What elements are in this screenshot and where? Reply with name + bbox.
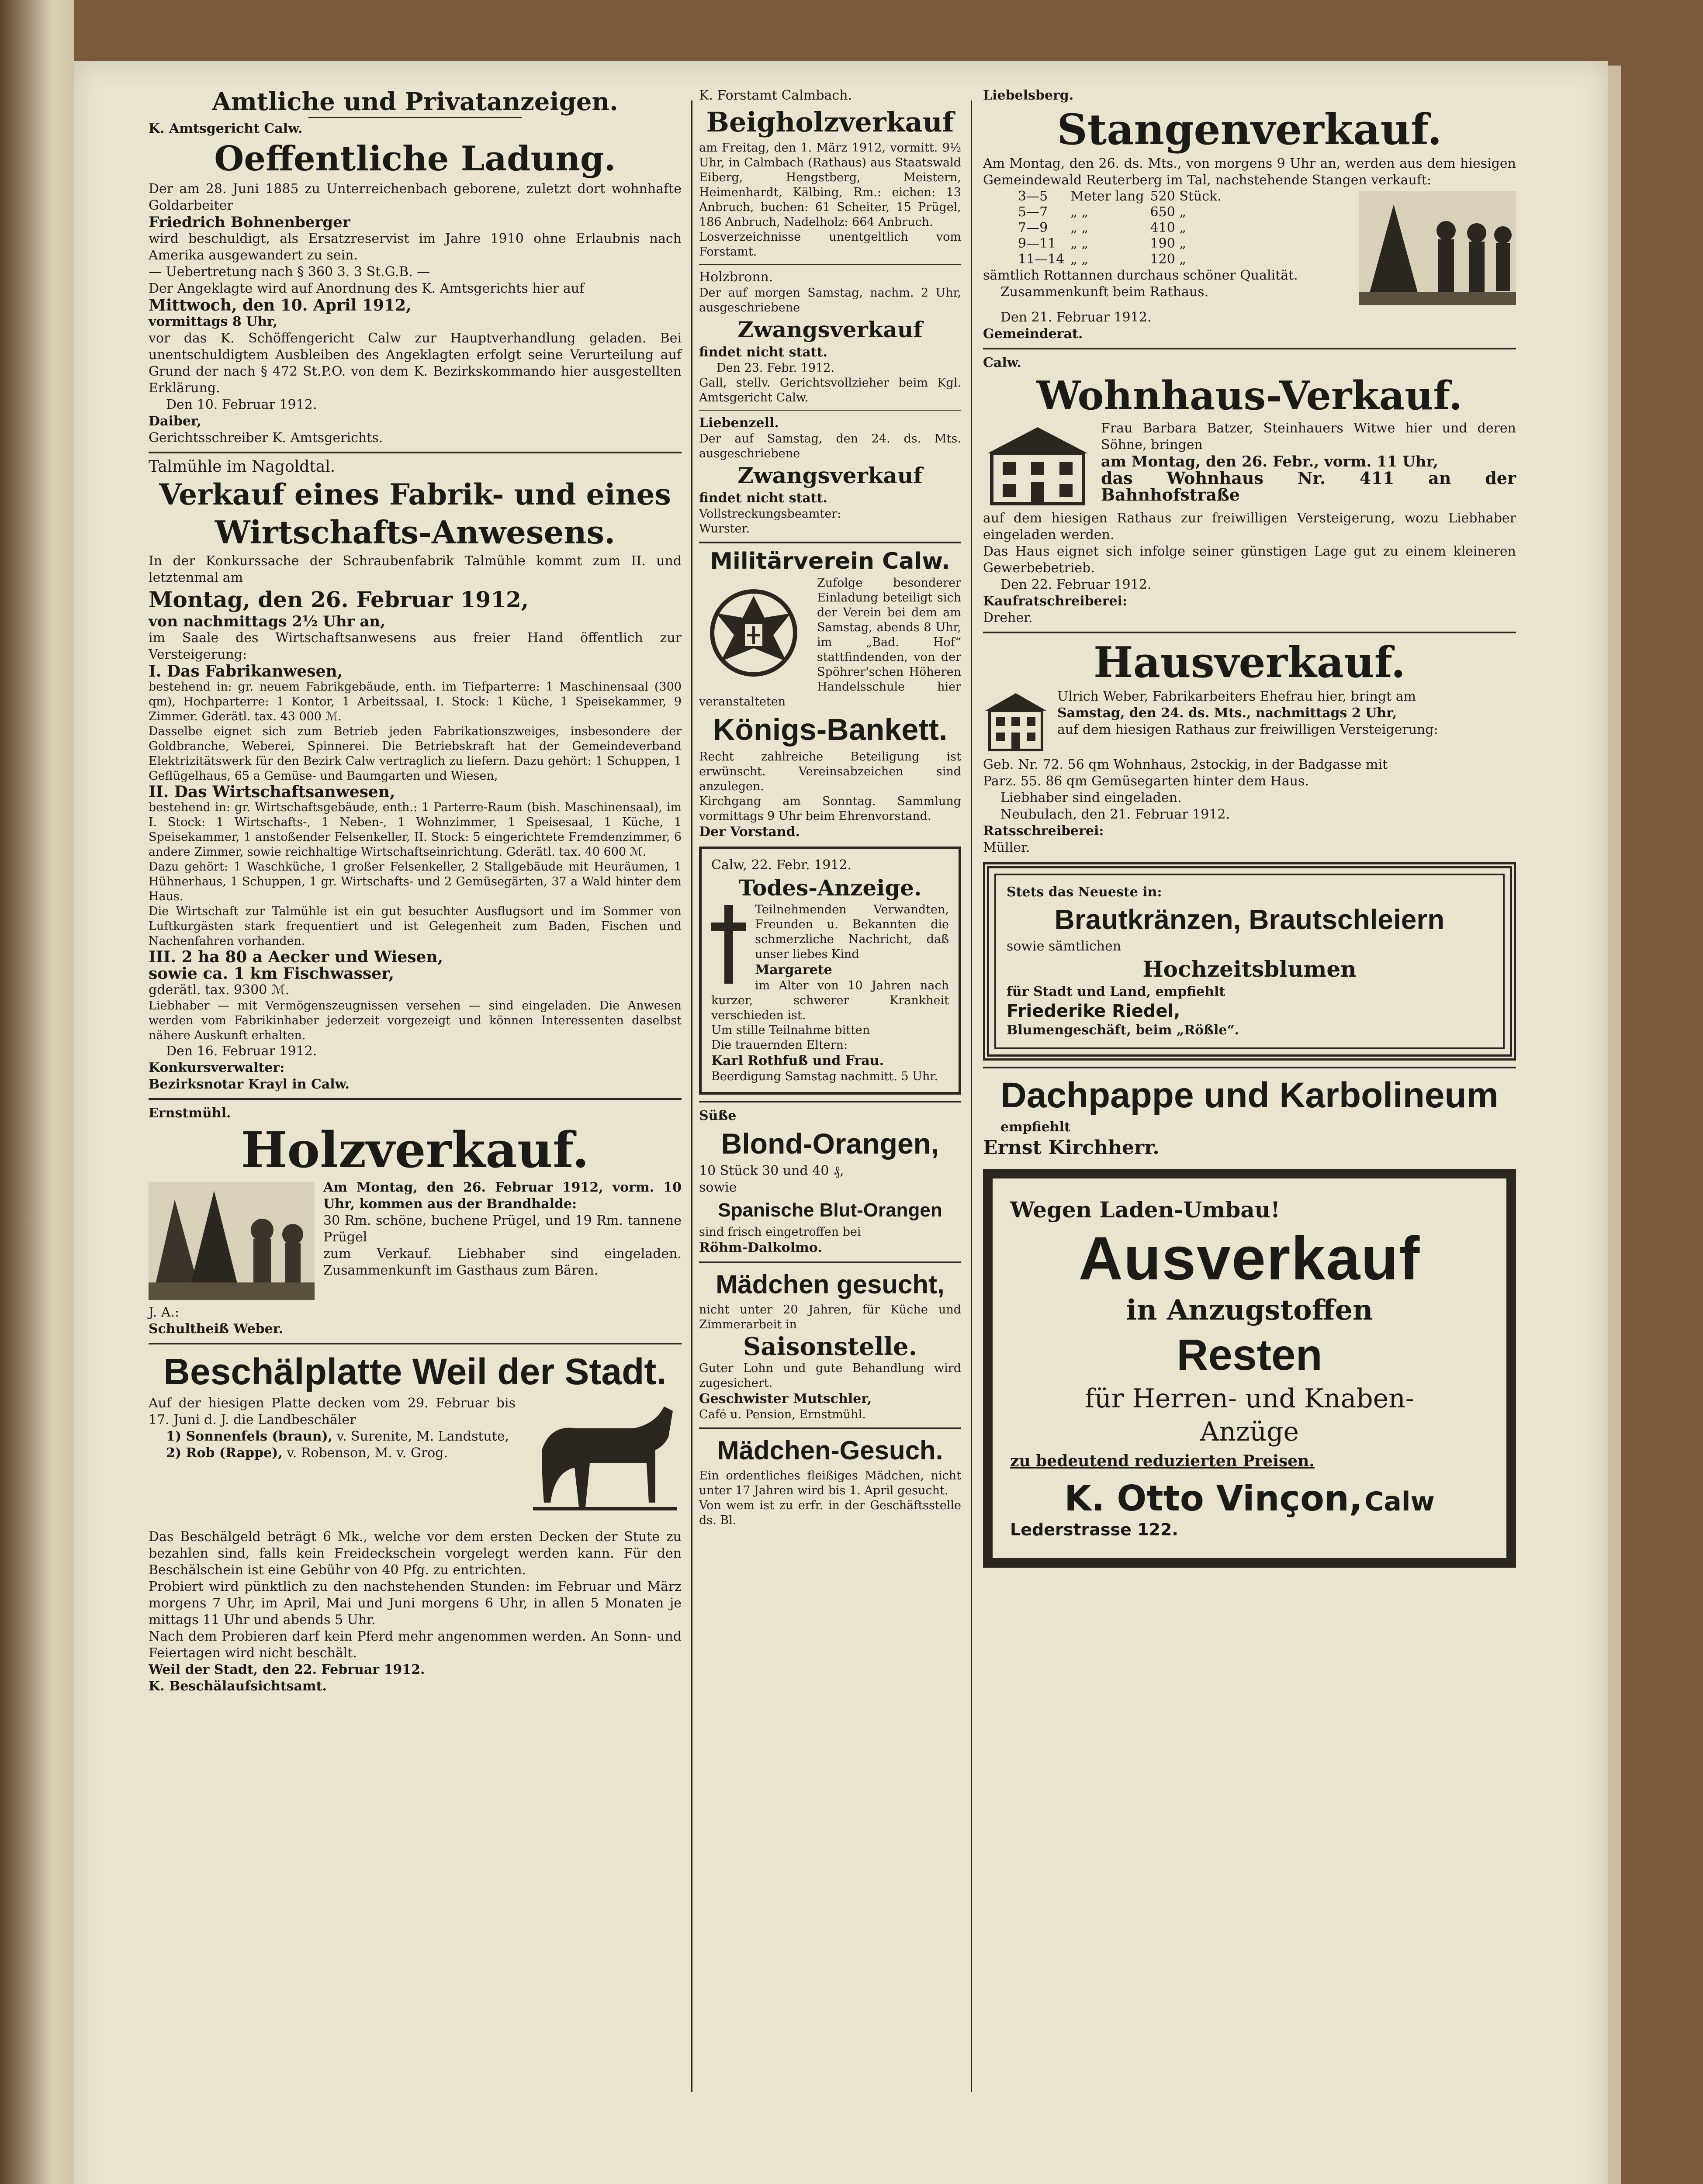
stallion-name: 1) Sonnenfels (braun), (166, 1429, 333, 1444)
poles-cell: 520 Stück. (1150, 189, 1222, 204)
signature: Vollstreckungsbeamter: (699, 507, 841, 521)
dateline: Den 16. Februar 1912. (166, 1044, 317, 1059)
section-heading: III. 2 ha 80 a Aecker und Wiesen, (149, 948, 443, 966)
ad-text: Nach dem Probieren darf kein Pferd mehr angenommen werden. An Sonn- und Feiertagen wird nicht beschält. (149, 1629, 682, 1661)
ad-text: Ulrich Weber, Fabrikarbeiters Ehefrau hier, bringt am (1057, 689, 1416, 704)
column-3 (983, 87, 1516, 1576)
parcel-line: Parz. 55. 86 qm Gemüsegarten hinter dem Haus. (983, 774, 1309, 789)
ad-text: sowie sämtlichen (1007, 939, 1121, 954)
ad-wohnhaus-verkauf (983, 355, 1516, 626)
ad-title: Hausverkauf. (1094, 638, 1405, 687)
section-header: Amtliche und Privatanzeigen. (212, 87, 618, 116)
ad-text: Der Angeklagte wird auf Anordnung des K. Amtsgerichts hier auf (149, 281, 585, 296)
ad-text: bestehend in: gr. Wirtschaftsgebäude, enth.: 1 Parterre-Raum (bish. Maschinensaal), im I. Stock: 1 Wirtschafts-, 1 Neben-, 1 Wohnzimmer, 1 Speisesaal, 1 Küche, 1 Speisekammer, 1 anstoßender Felsenkeller, II. Stock: 5 eingerichtete Fremdenzimmer, 6 andere Zimmer, sowie reichhaltige Wirtschaftseinrichtung. Gderätl. tax. 40 600 ℳ. (149, 801, 682, 859)
ad-text: Die Wirtschaft zur Talmühle ist ein gut besuchter Ausflugsort und im Sommer von Luftkurgästen stark frequentiert und ist Gelegenheit zum Baden, Fischen und Nachenfahren vorhanden. (149, 905, 682, 948)
signature-name: Wurster. (699, 522, 750, 536)
poles-cell: 650 „ (1150, 204, 1186, 220)
ad-text: bestehend in: gr. neuem Fabrikgebäude, enth. im Tiefparterre: 1 Maschinensaal (300 qm), Hochparterre: 1 Kontor, 1 Arbeitssaal, I. Stock: 1 Küche, 1 Speisekammer, 9 Zimmer. Gderätl. tax. 43 000 ℳ. (149, 680, 682, 723)
ad-subtitle: für Herren- und Knaben- (1084, 1383, 1415, 1414)
ad-title: Zwangsverkauf (737, 463, 923, 488)
house-icon (983, 691, 1049, 754)
ad-text: Das Beschälgeld beträgt 6 Mk., welche vor dem ersten Decken der Stute zu bezahlen sind, falls kein Freideckschein vorgelegt werden kann. Für den Beschälschein ist eine Gebühr von 40 Pfg. zu entrichten. (149, 1529, 682, 1578)
ad-title: Mädchen-Gesuch. (717, 1436, 943, 1465)
place-line: Calw. (983, 355, 1021, 370)
ad-text: Guter Lohn und gute Behandlung wird zugesichert. (699, 1362, 961, 1390)
poles-cell: 9—11 (1018, 236, 1056, 251)
ad-beschaelplatte (149, 1350, 682, 1695)
ad-text: nicht unter 20 Jahren, für Küche und Zimmerarbeit in (699, 1303, 961, 1331)
ad-militaerverein (699, 549, 961, 840)
merchant-name: Friederike Riedel, (1007, 1001, 1180, 1021)
ad-text: sind frisch eingetroffen bei (699, 1225, 861, 1239)
poles-cell: 7—9 (1018, 220, 1048, 235)
ad-kicker: Wegen Laden-Umbau! (1010, 1197, 1281, 1223)
signature: Schultheiß Weber. (149, 1321, 284, 1337)
ad-text: Der auf morgen Samstag, nachm. 2 Uhr, ausgeschriebene (699, 286, 961, 314)
poles-cell: 410 „ (1150, 220, 1186, 235)
ad-subtitle: in Anzugstoffen (1126, 1294, 1373, 1327)
section-heading: I. Das Fabrikanwesen, (149, 662, 343, 681)
ad-zwangsverkauf-liebenzell (699, 415, 961, 536)
column-2 (699, 87, 961, 1528)
dateline: Den 23. Febr. 1912. (717, 361, 835, 375)
ad-text: Zufolge besonderer Einladung beteiligt sich der Verein bei dem am Samstag, abends 8 Uhr, im „Bad. Hof“ stattfindenden, von der Spöhrer'schen Höheren Handelsschule hier veranstalteten (699, 576, 961, 708)
column-1 (149, 87, 682, 1695)
ad-title: Militärverein Calw. (710, 548, 950, 574)
ad-text: Kirchgang am Sonntag. Sammlung vormittags 9 Uhr beim Ehrenvorstand. (699, 795, 961, 823)
signature-prefix: J. A.: (149, 1305, 180, 1320)
ad-title: Verkauf eines Fabrik- und eines (159, 477, 671, 511)
ad-title: Ausverkauf (1078, 1224, 1421, 1292)
ad-text: gderätl. tax. 9300 ℳ. (149, 982, 290, 998)
signature: Ratsschreiberei: (983, 823, 1104, 839)
poles-row (1018, 189, 1228, 204)
poles-cell: „ „ (1070, 204, 1088, 220)
poles-row (1018, 204, 1228, 220)
ad-text: zum Verkauf. Liebhaber sind eingeladen. Zusammenkunft im Gasthaus zum Bären. (323, 1246, 682, 1278)
signature-name: Müller. (983, 840, 1030, 855)
ad-text: wird beschuldigt, als Ersatzreservist im Jahre 1910 ohne Erlaubnis nach Amerika ausgewandert zu sein. (149, 231, 682, 263)
ad-title: Beschälplatte Weil der Stadt. (163, 1351, 667, 1392)
ad-text: Der am 28. Juni 1885 zu Unterreichenbach geborene, zuletzt dort wohnhafte Goldarbeiter (149, 181, 682, 213)
ad-kicker: Stets das Neueste in: (1007, 885, 1162, 900)
price-line: 10 Stück 30 und 40 ₰, (699, 1163, 844, 1178)
ad-text: Liebhaber — mit Vermögenszeugnissen versehen — sind eingeladen. Die Anwesen werden vom Fabrikinhaber jederzeit vorgezeigt und können Interessenten daselbst nähere Auskunft erhalten. (149, 999, 682, 1042)
ad-text: Recht zahlreiche Beteiligung ist erwünscht. Vereinsabzeichen sind anzulegen. (699, 750, 961, 793)
poles-cell: Meter lang (1070, 189, 1144, 204)
ad-title: Stangenverkauf. (1057, 105, 1442, 154)
ad-text: Um stille Teilnahme bitten (711, 1023, 870, 1037)
merchant-address: Lederstrasse 122. (1010, 1520, 1178, 1539)
ad-maedchen-gesucht (699, 1268, 961, 1422)
office-line: K. Forstamt Calmbach. (699, 88, 852, 103)
signature: Geschwister Mutschler, (699, 1391, 872, 1406)
woodcut-lumberjacks-illustration (1359, 191, 1516, 307)
ad-text: — Uebertretung nach § 360 3. 3 St.G.B. — (149, 264, 430, 280)
place-line: Liebenzell. (699, 415, 779, 431)
ad-title: Holzverkauf. (241, 1122, 589, 1179)
ad-text: am Freitag, den 1. März 1912, vormitt. 9½ Uhr, in Calmbach (Rathaus) aus Staatswald Eiberg, Hengstberg, Meistern, Heimenhardt, Kälbing, Rm.: eichen: 13 Anbruch, buchen: 61 Scheiter, 15 Prügel, 186 Anbruch, Nadelholz: 664 Anbruch. (699, 141, 961, 229)
merchant-name: K. Otto Vinçon, (1064, 1478, 1363, 1519)
ad-text: im Alter von 10 Jahren nach kurzer, schwerer Krankheit verschieden ist. (711, 979, 949, 1022)
ad-title: Königs-Bankett. (713, 712, 948, 746)
ad-text: Auf der hiesigen Platte decken vom 29. Februar bis 17. Juni d. J. die Landbeschäler (149, 1396, 516, 1427)
parents-names: Karl Rothfuß und Frau. (711, 1053, 884, 1068)
poles-cell: 11—14 (1018, 252, 1065, 267)
signature: Der Vorstand. (699, 824, 800, 840)
ad-text: Probiert wird pünktlich zu den nachstehenden Stunden: im Februar und März morgens 7 Uhr, im April, Mai und Juni morgens 6 Uhr, in allen 5 Monaten je mittags 11 Uhr und abends 5 Uhr. (149, 1579, 682, 1628)
signature-name: Dreher. (983, 610, 1033, 625)
ad-text: auf dem hiesigen Rathaus zur freiwilligen Versteigerung: (1057, 722, 1438, 737)
cross-icon (711, 905, 746, 985)
signature: Daiber, (149, 414, 201, 429)
ad-beigholzverkauf (699, 87, 961, 259)
ad-subtitle: Anzüge (1200, 1417, 1299, 1447)
ad-text: sämtlich Rottannen durchaus schöner Qualität. (983, 268, 1298, 283)
signature-title: Café u. Pension, Ernstmühl. (699, 1408, 866, 1421)
parcel-line: Geb. Nr. 72. 56 qm Wohnhaus, 2stockig, in der Badgasse mit (983, 757, 1388, 772)
ad-orangen (699, 1108, 961, 1256)
merchant-address: Blumengeschäft, beim „Rößle“. (1007, 1023, 1239, 1038)
dateline: Neubulach, den 21. Februar 1912. (1000, 807, 1230, 822)
ad-text: Frau Barbara Batzer, Steinhauers Witwe hier und deren Söhne, bringen (1101, 421, 1516, 453)
ad-title: Wohnhaus-Verkauf. (1036, 373, 1463, 419)
ad-text: Der auf Samstag, den 24. ds. Mts. ausgeschriebene (699, 432, 961, 460)
deceased-name: Margarete (755, 962, 832, 978)
stallion-lineage: v. Surenite, M. Landstute, (336, 1429, 509, 1444)
dateline: Den 21. Februar 1912. (1000, 310, 1152, 325)
ad-oeffentliche-ladung (149, 117, 682, 446)
column-rule-1 (691, 100, 692, 2092)
dateline: Weil der Stadt, den 22. Februar 1912. (149, 1662, 425, 1677)
ad-text: findet nicht statt. (699, 491, 827, 506)
ad-text: Liebhaber sind eingeladen. (1000, 790, 1182, 805)
dateline: Den 10. Februar 1912. (166, 397, 317, 412)
signature: Gemeinderat. (983, 326, 1083, 342)
ad-text: Losverzeichnisse unentgeltlich vom Forstamt. (699, 230, 961, 259)
dateline: Den 22. Februar 1912. (1000, 577, 1152, 592)
poles-row (1018, 252, 1228, 267)
ad-title: Todes-Anzeige. (738, 875, 922, 901)
poles-row (1018, 236, 1228, 252)
ad-title: Mädchen gesucht, (716, 1270, 945, 1299)
woodcut-forest-illustration (149, 1182, 315, 1302)
ad-title: Zwangsverkauf (737, 317, 923, 342)
office-line: K. Amtsgericht Calw. (149, 121, 303, 136)
ad-text: Ein ordentliches fleißiges Mädchen, nicht unter 17 Jahren wird bis 1. April gesucht. (699, 1469, 961, 1497)
ad-stangenverkauf (983, 87, 1516, 342)
ad-title: Dachpappe und Karbolineum (1000, 1075, 1499, 1115)
ad-text: Dasselbe eignet sich zum Betrieb jeden Fabrikationszweiges, insbesondere der Goldbranche, Weberei, Spinnerei. Die Betriebskraft hat der Gemeindeverband Elektrizitätswerk für den Bezirk Calw vertraglich zu liefern. Dazu gehört: 1 Schuppen, 1 Geflügelhaus, 65 a Gemüse- und Baumgarten und Wiesen, (149, 725, 682, 783)
page-edge (1608, 66, 1621, 2184)
ad-title: Oeffentliche Ladung. (214, 139, 616, 179)
poles-table (1018, 189, 1228, 267)
ad-text: Dazu gehört: 1 Waschküche, 1 großer Felsenkeller, 2 Stallgebäude mit Heuräumen, 1 Hühnerhaus, 1 Schuppen, 1 gr. Wirtschafts- und 2 Gemüsegärten, 37 a Wald hinter dem Haus. (149, 860, 682, 903)
ad-text: Die trauernden Eltern: (711, 1038, 848, 1052)
ad-brautkraenze (983, 862, 1516, 1061)
signature-title: Bezirksnotar Krayl in Calw. (149, 1077, 350, 1092)
hearing-date: Mittwoch, den 10. April 1912, (149, 296, 412, 314)
place-line: Ernstmühl. (149, 1106, 231, 1121)
person-name: Friedrich Bohnenberger (149, 214, 350, 231)
ad-talmuehle (149, 459, 682, 1093)
ad-text: empfiehlt (1000, 1120, 1070, 1135)
merchant-city: Calw (1364, 1486, 1435, 1517)
ad-title: Resten (1177, 1330, 1322, 1379)
ad-todes-anzeige (699, 847, 961, 1095)
property-line: das Wohnhaus Nr. 411 an der Bahnhofstraße (1101, 468, 1516, 505)
binding-gutter (0, 0, 74, 2184)
ad-kicker: Süße (699, 1108, 737, 1123)
ad-title: Spanische Blut-Orangen (718, 1199, 942, 1221)
eagle-emblem-icon (699, 578, 808, 689)
horse-icon (524, 1398, 682, 1526)
ad-text: Am Montag, den 26. ds. Mts., von morgens 9 Uhr an, werden aus dem hiesigen Gemeindewald Reuterberg im Tal, nachstehende Stangen verkauft: (983, 156, 1516, 188)
signature: Kaufratschreiberei: (983, 594, 1128, 609)
ad-title: Brautkränzen, Brautschleiern (1054, 904, 1445, 935)
ad-text: Das Haus eignet sich infolge seiner günstigen Lage gut zu einem kleineren Gewerbebetrieb. (983, 544, 1516, 576)
poles-cell: „ „ (1070, 220, 1088, 235)
signature: Röhm-Dalkolmo. (699, 1240, 822, 1255)
ad-title: Saisonstelle. (743, 1332, 917, 1361)
ad-text: im Saale des Wirtschaftsanwesens aus freier Hand öffentlich zur Versteigerung: (149, 630, 682, 662)
ad-text: findet nicht statt. (699, 345, 827, 360)
ad-text: Am Montag, den 26. Februar 1912, vorm. 10 Uhr, kommen aus der Brandhalde: (323, 1180, 682, 1212)
ad-text: Teilnehmenden Verwandten, Freunden u. Bekannten die schmerzliche Nachricht, daß unser liebes Kind (755, 903, 949, 961)
poles-row (1018, 220, 1228, 236)
place-line: Holzbronn. (699, 270, 773, 285)
ad-zwangsverkauf-holzbronn (699, 269, 961, 405)
signature: K. Beschälaufsichtsamt. (149, 1679, 327, 1694)
auction-time: von nachmittags 2½ Uhr an, (149, 613, 385, 630)
price-line: zu bedeutend reduzierten Preisen. (1010, 1452, 1315, 1470)
ad-text: Von wem ist zu erfr. in der Geschäftsstelle ds. Bl. (699, 1499, 961, 1527)
ad-title: Hochzeitsblumen (1142, 956, 1357, 982)
ad-title: Wirtschafts-Anwesens. (215, 514, 616, 551)
ad-text: vor das K. Schöffengericht Calw zur Hauptverhandlung geladen. Bei unentschuldigtem Ausbleiben des Angeklagten erfolgt seine Verurteilung auf Grund der nach § 472 St.P.O. von dem K. Bezirkskommando hier ausgestellten Erklärung. (149, 331, 682, 396)
poles-cell: „ „ (1070, 236, 1088, 251)
auction-date: am Montag, den 26. Febr., vorm. 11 Uhr, (1101, 453, 1438, 470)
column-rule-2 (971, 100, 972, 2092)
ad-text: 30 Rm. schöne, buchene Prügel, und 19 Rm. tannene Prügel (323, 1213, 682, 1245)
signature: Konkursverwalter: (149, 1060, 285, 1075)
stallion-lineage: v. Robenson, M. v. Grog. (287, 1445, 448, 1461)
poles-cell: 5—7 (1018, 204, 1048, 220)
signature: Gall, stellv. Gerichtsvollzieher beim Kgl. Amtsgericht Calw. (699, 376, 961, 404)
section-heading: sowie ca. 1 km Fischwasser, (149, 964, 395, 983)
signature-title: Gerichtsschreiber K. Amtsgerichts. (149, 430, 383, 446)
ad-text: auf dem hiesigen Rathaus zur freiwilligen Versteigerung, wozu Liebhaber eingeladen werden. (983, 511, 1516, 543)
place-line: Calw, 22. Febr. 1912. (711, 857, 852, 873)
signature: Ernst Kirchherr. (983, 1137, 1160, 1159)
place-line: Talmühle im Nagoldtal. (149, 458, 336, 476)
ad-text: Zusammenkunft beim Rathaus. (1000, 284, 1209, 300)
poles-cell: 3—5 (1018, 189, 1048, 204)
ad-holzverkauf-ernstmuehl (149, 1105, 682, 1337)
ad-title: Blond-Orangen, (721, 1127, 939, 1160)
ad-text: sowie (699, 1180, 737, 1195)
ad-text: für Stadt und Land, empfiehlt (1007, 984, 1225, 999)
house-icon (983, 423, 1092, 508)
hearing-time: vormittags 8 Uhr, (149, 314, 278, 329)
poles-cell: 190 „ (1150, 236, 1186, 251)
merchant-line (1010, 1478, 1489, 1519)
stallion-name: 2) Rob (Rappe), (166, 1445, 283, 1461)
ad-ausverkauf (983, 1169, 1516, 1568)
poles-cell: „ „ (1070, 252, 1088, 267)
auction-date: Samstag, den 24. ds. Mts., nachmittags 2 Uhr, (1057, 705, 1397, 721)
ad-hausverkauf (983, 639, 1516, 856)
ad-title: Beigholzverkauf (706, 106, 954, 138)
place-line: Liebelsberg. (983, 88, 1074, 103)
poles-cell: 120 „ (1150, 252, 1186, 267)
ad-text: Beerdigung Samstag nachmitt. 5 Uhr. (711, 1070, 938, 1083)
auction-date: Montag, den 26. Februar 1912, (149, 587, 529, 612)
section-heading: II. Das Wirtschaftsanwesen, (149, 783, 395, 801)
ad-dachpappe (983, 1074, 1516, 1160)
ad-maedchen-gesuch (699, 1434, 961, 1528)
ad-text: In der Konkurssache der Schraubenfabrik Talmühle kommt zum II. und letztenmal am (149, 553, 682, 585)
